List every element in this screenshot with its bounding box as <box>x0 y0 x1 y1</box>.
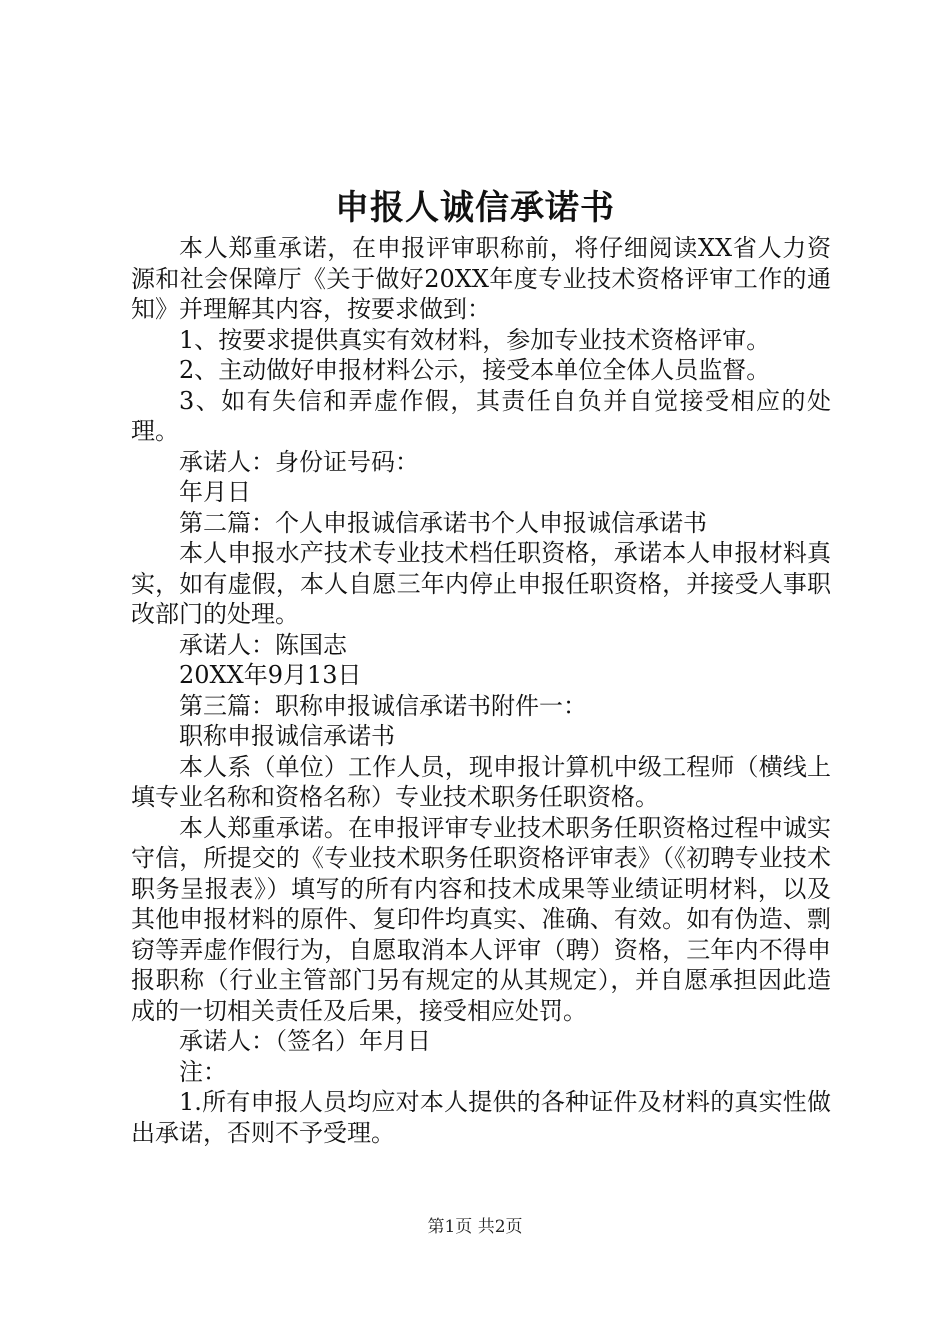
paragraph-item-3: 3、如有失信和弄虚作假，其责任自负并自觉接受相应的处理。 <box>131 386 831 445</box>
paragraph-item-2: 2、主动做好申报材料公示，接受本单位全体人员监督。 <box>179 356 771 384</box>
paragraph-section-3-b: 本人郑重承诺。在申报评审专业技术职务任职资格过程中诚实守信，所提交的《专业技术职务任职资格评审表》（《初聘专业技术职务呈报表》）填写的所有内容和技术成果等业绩证明材料，以及其他申报材料的原件、复印件均真实、准确、有效。如有伪造、剽窃等弄虚作假行为，自愿取消本人评审（聘）资格，三年内不得申报职称（行业主管部门另有规定的从其规定），并自愿承担因此造成的一切相关责任及后果，接受相应处罚。 <box>131 813 831 1025</box>
document-body <box>131 233 831 1148</box>
signature-line: 承诺人：身份证号码： <box>179 447 419 476</box>
section-heading-3: 第三篇：职称申报诚信承诺书附件一： <box>179 691 587 720</box>
paragraph-section-3-a: 本人系（单位）工作人员，现申报计算机中级工程师（横线上填专业名称和资格名称）专业技术职务任职资格。 <box>131 752 831 811</box>
paragraph-intro: 本人郑重承诺，在申报评审职称前，将仔细阅读XX省人力资源和社会保障厅《关于做好20XX年度专业技术资格评审工作的通知》并理解其内容，按要求做到： <box>131 234 831 323</box>
paragraph-section-2: 本人申报水产技术专业技术档任职资格，承诺本人申报材料真实，如有虚假，本人自愿三年内停止申报任职资格，并接受人事职改部门的处理。 <box>131 539 831 628</box>
signature-line-2: 承诺人：陈国志 <box>179 630 347 659</box>
date-line-2: 20XX年9月13日 <box>179 661 362 689</box>
subheading-3: 职称申报诚信承诺书 <box>179 722 395 750</box>
document-title: 申报人诚信承诺书 <box>335 188 615 228</box>
signature-line-3: 承诺人：（签名）年月日 <box>179 1027 431 1055</box>
paragraph-item-1: 1、按要求提供真实有效材料，参加专业技术资格评审。 <box>179 325 771 354</box>
page-number: 第1页 共2页 <box>427 1217 523 1237</box>
note-item-1: 1.所有申报人员均应对本人提供的各种证件及材料的真实性做出承诺，否则不予受理。 <box>131 1088 831 1147</box>
date-line: 年月日 <box>179 478 251 506</box>
note-label: 注： <box>179 1057 227 1086</box>
section-heading-2: 第二篇：个人申报诚信承诺书个人申报诚信承诺书 <box>179 508 707 537</box>
